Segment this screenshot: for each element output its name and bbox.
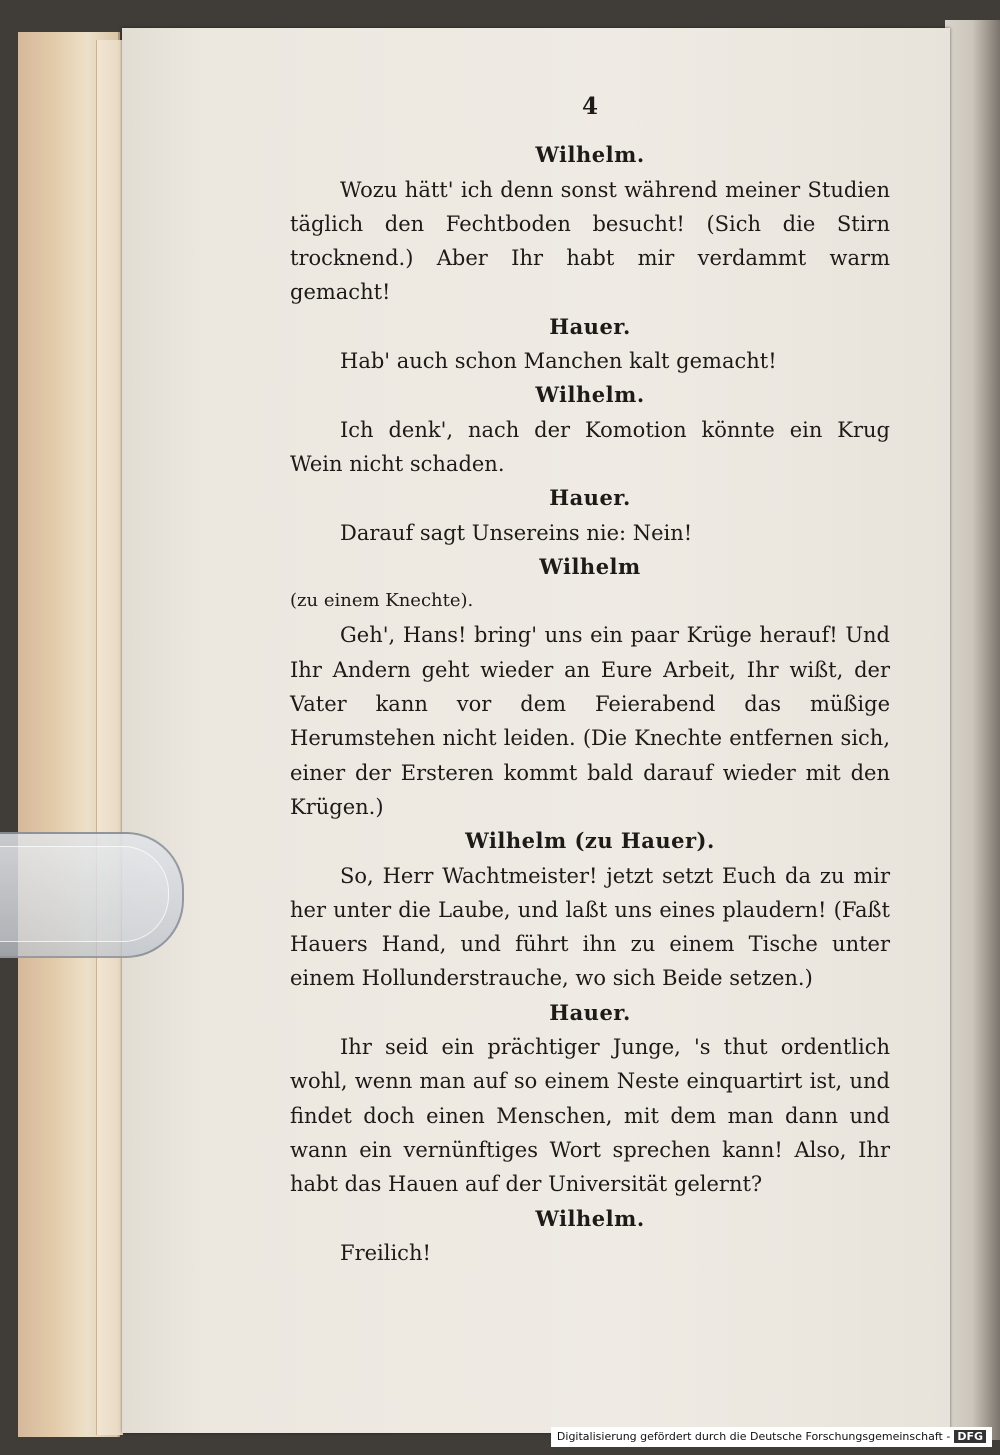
funding-footer — [551, 1427, 992, 1447]
speech-paragraph: Wozu hätt' ich denn sonst während meiner Studien täglich den Fechtboden besucht! (Sich die Stirn trocknend.) Aber Ihr habt mir verdammt warm gemacht! — [290, 177, 890, 305]
speech-paragraph: So, Herr Wachtmeister! jetzt setzt Euch da zu mir her unter die Laube, und laßt uns eines plaudern! (Faßt Hauers Hand, und führt ihn zu einem Tische unter einem Hollunderstrauche, wo sich Beide setzen.) — [290, 863, 890, 991]
dfg-logo: DFG — [954, 1430, 986, 1443]
speaker-name: Wilhelm. — [535, 382, 645, 408]
speech-paragraph: Hab' auch schon Manchen kalt gemacht! — [340, 349, 777, 374]
speaker-name: Wilhelm — [539, 553, 641, 579]
footer-text: Digitalisierung gefördert durch die Deutsche Forschungsgemeinschaft - — [556, 1430, 951, 1443]
speaker-name: Wilhelm (zu Hauer). — [465, 828, 715, 854]
stage-direction: (zu einem Knechte). — [290, 590, 474, 612]
speech-paragraph: Geh', Hans! bring' uns ein paar Krüge herauf! Und Ihr Andern geht wieder an Eure Arbeit, Ihr wißt, der Vater kann vor dem Feierabend das müßige Herumstehen nicht leiden. (Die Knechte entfernen sich, einer der Ersteren kommt bald darauf wieder mit den Krügen.) — [290, 623, 890, 819]
speaker-name: Hauer. — [549, 485, 631, 511]
book-cover-fold — [96, 40, 123, 1435]
speech-paragraph: Darauf sagt Unsereins nie: Nein! — [340, 520, 693, 545]
speaker-name: Hauer. — [549, 313, 631, 339]
page-holder-clip-highlight — [0, 846, 169, 942]
speaker-name: Hauer. — [549, 999, 631, 1025]
speaker-name: Wilhelm. — [535, 142, 645, 168]
speech-paragraph: Ich denk', nach der Komotion könnte ein Krug Wein nicht schaden. — [290, 417, 890, 476]
next-page-edge — [945, 20, 1000, 1440]
speech-paragraph: Ihr seid ein prächtiger Junge, 's thut ordentlich wohl, wenn man auf so einem Neste einquartirt ist, und findet doch einen Menschen, mit dem man dann und wann ein vernünftiges Wort sprechen kann! Also, Ihr habt das Hauen auf der Universität gelernt? — [290, 1035, 890, 1197]
page-text — [290, 90, 890, 1270]
speaker-name: Wilhelm. — [535, 1205, 645, 1231]
speech-paragraph: Freilich! — [340, 1240, 431, 1265]
page-number: 4 — [581, 93, 598, 120]
